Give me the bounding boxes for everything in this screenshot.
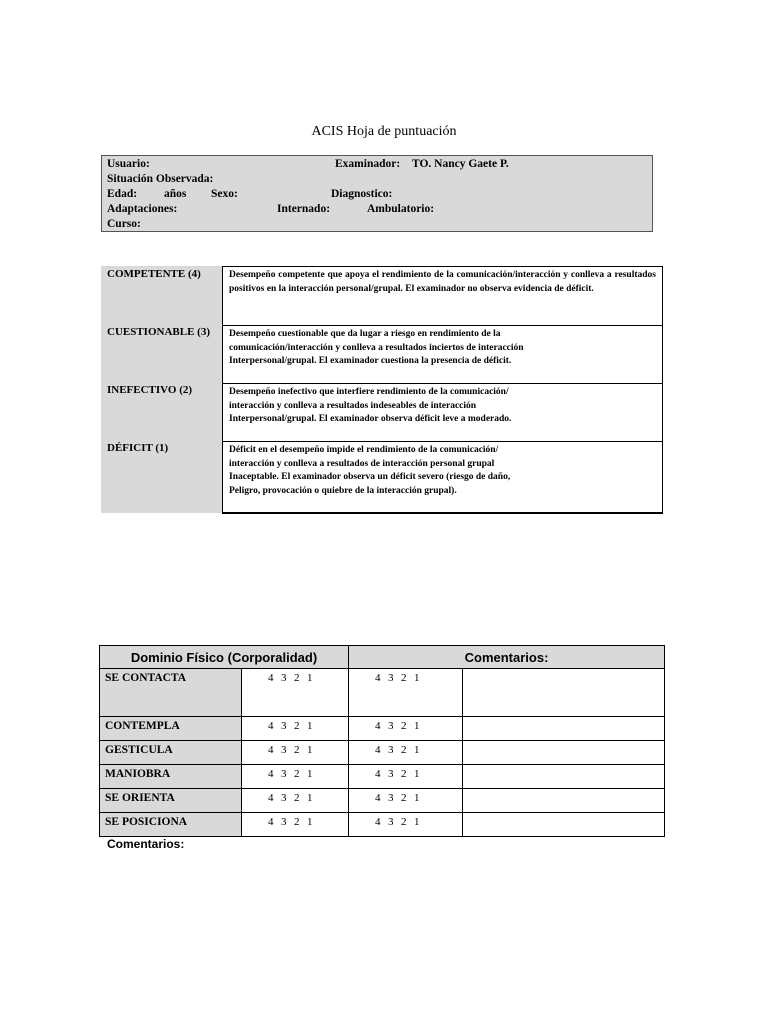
score-2[interactable]: 2 <box>401 792 407 804</box>
internado-label: Internado: <box>277 203 331 215</box>
score-1[interactable]: 1 <box>414 744 420 756</box>
scale-desc-line: Peligro, provocación o quiebre de la interacción grupal). <box>229 485 457 496</box>
score-4[interactable]: 4 <box>268 744 274 756</box>
scale-label-cuestionable: CUESTIONABLE (3) <box>107 326 210 338</box>
score-options[interactable] <box>242 669 349 717</box>
score-2[interactable]: 2 <box>294 768 300 780</box>
score-4[interactable]: 4 <box>268 672 274 684</box>
score-4[interactable]: 4 <box>375 816 381 828</box>
score-2[interactable]: 2 <box>294 744 300 756</box>
scale-desc-line: Déficit en el desempeño impide el rendimiento de la comunicación/ <box>229 445 499 455</box>
score-3[interactable]: 3 <box>281 672 287 684</box>
score-2[interactable]: 2 <box>401 768 407 780</box>
scale-label-inefectivo: INEFECTIVO (2) <box>107 384 193 396</box>
score-1[interactable]: 1 <box>414 720 420 732</box>
score-4[interactable]: 4 <box>268 720 274 732</box>
score-options[interactable] <box>349 669 463 717</box>
table-row <box>100 765 665 789</box>
score-2[interactable]: 2 <box>401 672 407 684</box>
score-4[interactable]: 4 <box>268 792 274 804</box>
examinador-name: TO. Nancy Gaete P. <box>412 158 509 170</box>
row-label: MANIOBRA <box>100 765 242 789</box>
score-1[interactable]: 1 <box>414 768 420 780</box>
score-3[interactable]: 3 <box>388 792 394 804</box>
score-1[interactable]: 1 <box>307 744 313 756</box>
scale-desc-deficit <box>222 441 663 514</box>
page-title: ACIS Hoja de puntuación <box>311 124 457 139</box>
adaptaciones-label: Adaptaciones: <box>107 203 178 215</box>
scale-desc-cuestionable <box>222 325 663 384</box>
score-4[interactable]: 4 <box>375 744 381 756</box>
score-1[interactable]: 1 <box>307 720 313 732</box>
table-row <box>100 717 665 741</box>
comment-cell[interactable] <box>463 669 665 717</box>
row-label: GESTICULA <box>100 741 242 765</box>
diagnostico-label: Diagnostico: <box>331 188 393 200</box>
score-3[interactable]: 3 <box>281 720 287 732</box>
domain-header: Dominio Físico (Corporalidad) <box>100 646 349 669</box>
score-3[interactable]: 3 <box>281 816 287 828</box>
score-3[interactable]: 3 <box>281 768 287 780</box>
scale-desc-line: Interpersonal/grupal. El examinador cuestiona la presencia de déficit. <box>229 356 512 366</box>
score-options[interactable] <box>242 717 349 741</box>
score-options[interactable] <box>242 813 349 837</box>
score-options[interactable] <box>242 765 349 789</box>
row-label: CONTEMPLA <box>100 717 242 741</box>
score-2[interactable]: 2 <box>294 816 300 828</box>
scale-desc-line: Desempeño competente que apoya el rendimiento de la comunicación/interacción y conlleva a resultados positivos en la interacción personal/grupal. El examinador no observa evidencia de déficit. <box>229 270 656 294</box>
score-options[interactable] <box>349 789 463 813</box>
score-3[interactable]: 3 <box>281 744 287 756</box>
scale-desc-inefectivo <box>222 383 663 442</box>
score-4[interactable]: 4 <box>375 792 381 804</box>
row-label: SE ORIENTA <box>100 789 242 813</box>
score-3[interactable]: 3 <box>281 792 287 804</box>
score-options[interactable] <box>349 765 463 789</box>
examinador-label: Examinador: <box>335 158 401 170</box>
table-row <box>100 741 665 765</box>
scale-desc-line: Desempeño cuestionable que da lugar a riesgo en rendimiento de la <box>229 329 501 339</box>
curso-label: Curso: <box>107 218 141 230</box>
comment-cell[interactable] <box>463 717 665 741</box>
row-label: SE POSICIONA <box>100 813 242 837</box>
score-2[interactable]: 2 <box>401 720 407 732</box>
comments-header: Comentarios: <box>349 646 665 669</box>
score-2[interactable]: 2 <box>401 744 407 756</box>
comment-cell[interactable] <box>463 813 665 837</box>
score-1[interactable]: 1 <box>307 792 313 804</box>
comment-cell[interactable] <box>463 765 665 789</box>
score-2[interactable]: 2 <box>294 672 300 684</box>
scale-desc-line: Interpersonal/grupal. El examinador observa déficit leve a moderado. <box>229 414 512 424</box>
score-3[interactable]: 3 <box>388 768 394 780</box>
score-options[interactable] <box>242 741 349 765</box>
score-4[interactable]: 4 <box>268 768 274 780</box>
score-options[interactable] <box>242 789 349 813</box>
comment-cell[interactable] <box>463 789 665 813</box>
score-options[interactable] <box>349 717 463 741</box>
usuario-label: Usuario: <box>107 158 150 170</box>
table-row <box>100 813 665 837</box>
sexo-label: Sexo: <box>211 188 238 200</box>
table-row <box>100 789 665 813</box>
scale-desc-line: interacción y conlleva a resultados de interacción personal grupal <box>229 458 495 469</box>
score-3[interactable]: 3 <box>388 672 394 684</box>
score-2[interactable]: 2 <box>401 816 407 828</box>
score-1[interactable]: 1 <box>307 672 313 684</box>
score-4[interactable]: 4 <box>268 816 274 828</box>
comments-label: Comentarios: <box>107 837 185 851</box>
domain-physical-table <box>99 645 665 837</box>
anos-label: años <box>164 188 187 200</box>
ambulatorio-label: Ambulatorio: <box>367 203 435 215</box>
scale-desc-line: comunicación/interacción y conlleva a resultados inciertos de interacción <box>229 342 524 353</box>
score-2[interactable]: 2 <box>294 720 300 732</box>
score-1[interactable]: 1 <box>414 672 420 684</box>
situacion-label: Situación Observada: <box>107 173 214 185</box>
scale-desc-competente <box>222 266 663 326</box>
scale-desc-line: Inaceptable. El examinador observa un déficit severo (riesgo de daño, <box>229 472 511 482</box>
score-4[interactable]: 4 <box>375 768 381 780</box>
row-label: SE CONTACTA <box>100 669 242 717</box>
score-4[interactable]: 4 <box>375 672 381 684</box>
score-1[interactable]: 1 <box>414 816 420 828</box>
score-4[interactable]: 4 <box>375 720 381 732</box>
scale-desc-line: Desempeño inefectivo que interfiere rendimiento de la comunicación/ <box>229 387 509 397</box>
score-options[interactable] <box>349 813 463 837</box>
table-row <box>100 669 665 717</box>
score-3[interactable]: 3 <box>388 744 394 756</box>
comment-cell[interactable] <box>463 741 665 765</box>
score-2[interactable]: 2 <box>294 792 300 804</box>
scale-desc-line: interacción y conlleva a resultados indeseables de interacción <box>229 400 477 411</box>
score-1[interactable]: 1 <box>307 816 313 828</box>
score-options[interactable] <box>349 741 463 765</box>
edad-label: Edad: <box>107 188 138 200</box>
score-1[interactable]: 1 <box>414 792 420 804</box>
score-3[interactable]: 3 <box>388 720 394 732</box>
scale-label-competente: COMPETENTE (4) <box>107 268 201 280</box>
score-3[interactable]: 3 <box>388 816 394 828</box>
patient-info-box <box>101 155 653 232</box>
scale-label-deficit: DÉFICIT (1) <box>107 442 169 454</box>
score-1[interactable]: 1 <box>307 768 313 780</box>
